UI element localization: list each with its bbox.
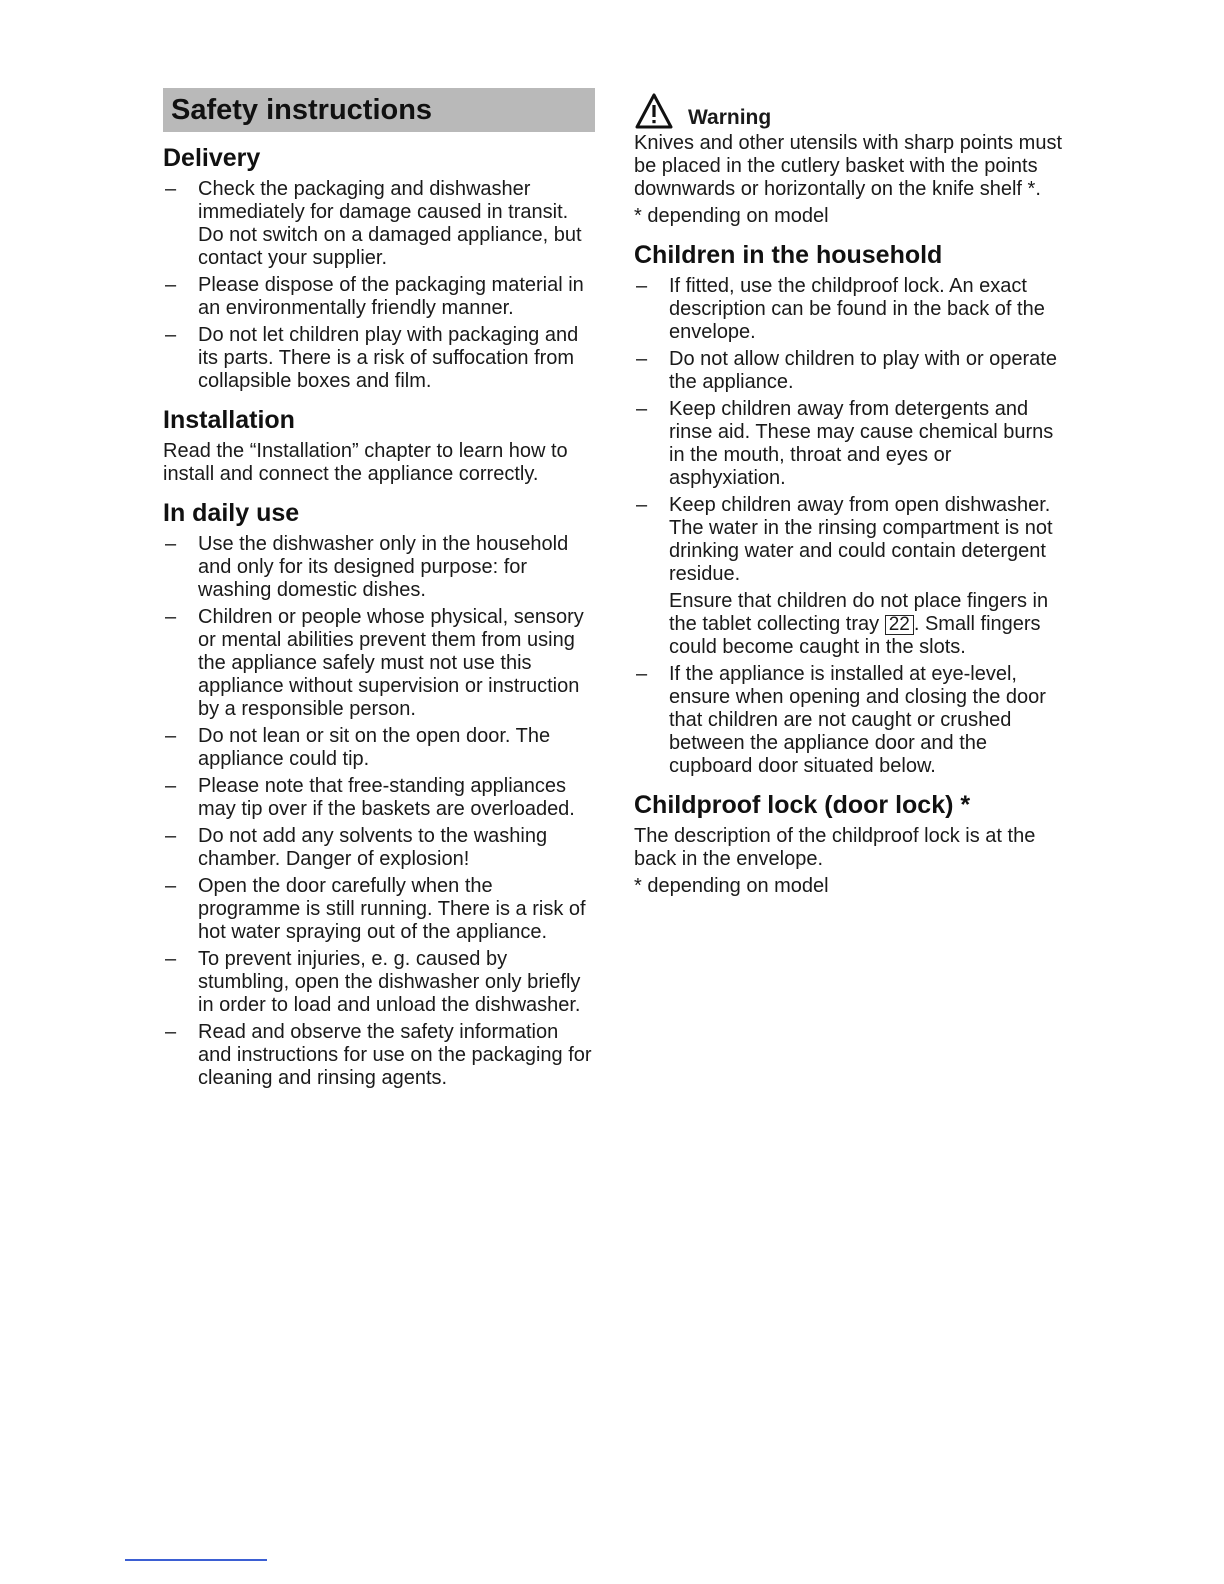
list-item: – Do not let children play with packaging and its parts. There is a risk of suffocation from collapsible boxes and film. — [163, 324, 595, 393]
tray-text-before: Ensure that children do not place fingers in the tablet collecting tray — [669, 590, 1049, 635]
childproof-footnote: * depending on model — [634, 875, 829, 897]
warning-text: Knives and other utensils with sharp points must be placed in the cutlery basket with the points downwards or horizontally on the knife shelf *. — [634, 132, 1062, 200]
list-item: – Do not lean or sit on the open door. The appliance could tip. — [163, 725, 595, 771]
installation-text: Read the “Installation” chapter to learn how to install and connect the appliance correctly. — [163, 440, 568, 485]
list-item: – Open the door carefully when the programme is still running. There is a risk of hot water spraying out of the appliance. — [163, 875, 595, 944]
right-column — [634, 88, 1070, 910]
list-item: – Keep children away from detergents and rinse aid. These may cause chemical burns in the mouth, throat and eyes or asphyxiation. — [634, 398, 1070, 490]
warning-footnote: * depending on model — [634, 205, 829, 227]
childproof-heading: Childproof lock (door lock) * — [634, 791, 971, 819]
list-item-text: Keep children away from open dishwasher. The water in the rinsing compartment is not drinking water and could contain detergent residue. — [669, 494, 1053, 585]
list-item: – If fitted, use the childproof lock. An exact description can be found in the back of the envelope. — [634, 275, 1070, 344]
tray-text-after: . Small fingers could become caught in the slots. — [669, 613, 1041, 658]
list-item: – If the appliance is installed at eye-level, ensure when opening and closing the door that children are not caught or crushed between the appliance door and the cupboard door situated below. — [634, 663, 1070, 778]
list-item: – To prevent injuries, e. g. caused by stumbling, open the dishwasher only briefly in order to load and unload the dishwasher. — [163, 948, 595, 1017]
left-column — [163, 88, 595, 1102]
warning-section — [634, 88, 1070, 228]
list-item — [634, 494, 1070, 659]
daily-use-section — [163, 498, 595, 1090]
tray-reference-number: 22 — [885, 615, 914, 635]
list-item: – Please dispose of the packaging material in an environmentally friendly manner. — [163, 274, 595, 320]
list-item: – Use the dishwasher only in the household and only for its designed purpose: for washing domestic dishes. — [163, 533, 595, 602]
warning-triangle-icon — [634, 92, 674, 130]
children-heading: Children in the household — [634, 241, 943, 269]
list-item: – Read and observe the safety information and instructions for use on the packaging for cleaning and rinsing agents. — [163, 1021, 595, 1090]
installation-heading: Installation — [163, 406, 295, 434]
list-item: – Please note that free-standing appliances may tip over if the baskets are overloaded. — [163, 775, 595, 821]
children-section — [634, 240, 1070, 778]
delivery-list — [163, 178, 595, 393]
section-banner: Safety instructions — [163, 88, 595, 132]
footer-rule — [125, 1559, 267, 1561]
childproof-section — [634, 790, 1070, 898]
warning-title: Warning — [688, 106, 772, 129]
list-item: – Children or people whose physical, sensory or mental abilities prevent them from using the appliance safely must not use this appliance without supervision or instruction by a responsible person. — [163, 606, 595, 721]
children-list — [634, 275, 1070, 778]
warning-header — [634, 88, 1070, 130]
daily-use-heading: In daily use — [163, 499, 300, 527]
delivery-section — [163, 143, 595, 393]
installation-section — [163, 405, 595, 486]
list-item: – Do not add any solvents to the washing chamber. Danger of explosion! — [163, 825, 595, 871]
delivery-heading: Delivery — [163, 144, 261, 172]
tray-warning-text — [669, 590, 1070, 659]
list-item: – Do not allow children to play with or operate the appliance. — [634, 348, 1070, 394]
childproof-text: The description of the childproof lock is at the back in the envelope. — [634, 825, 1036, 870]
daily-use-list — [163, 533, 595, 1090]
list-item: – Check the packaging and dishwasher immediately for damage caused in transit. Do not switch on a damaged appliance, but contact your supplier. — [163, 178, 595, 270]
